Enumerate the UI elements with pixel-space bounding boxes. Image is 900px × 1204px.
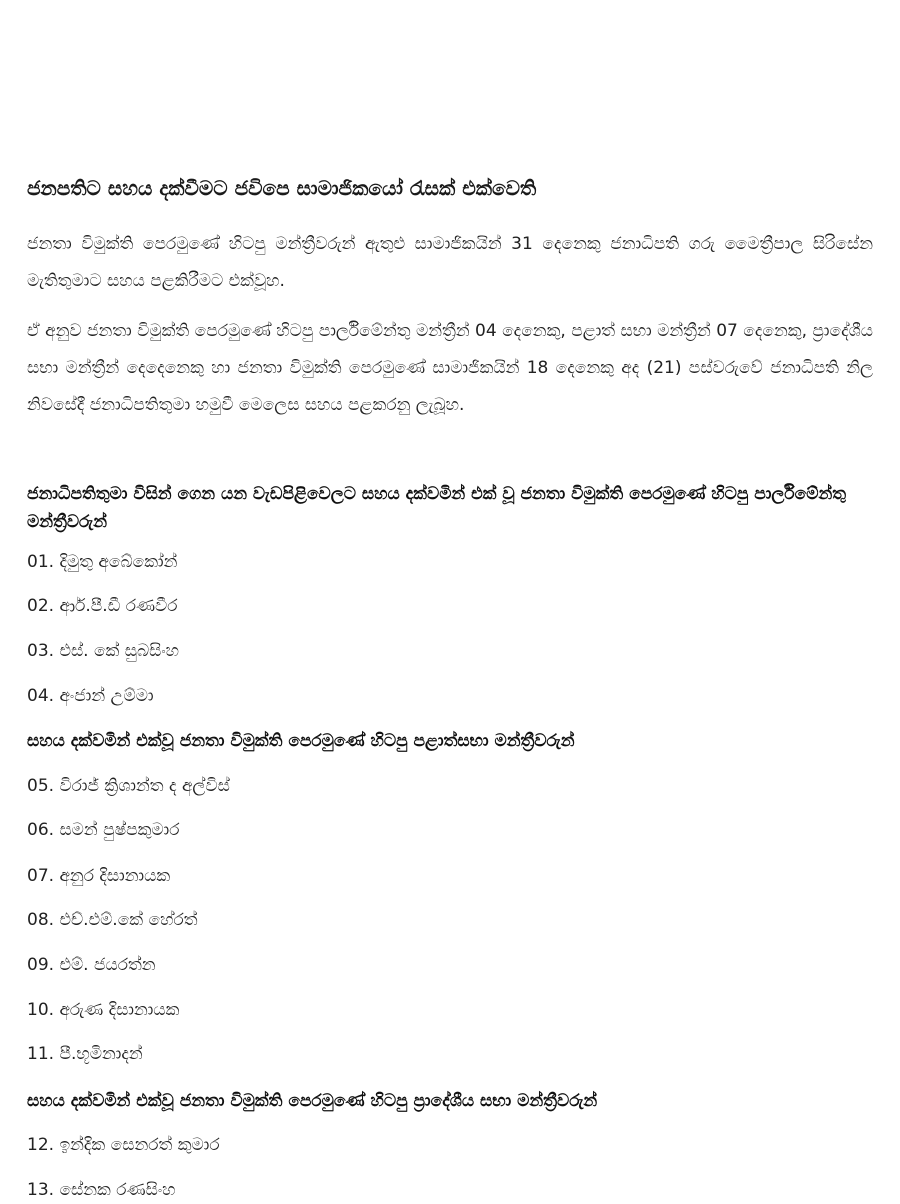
list-item: 03. එස්. කේ සුබසිංහ <box>27 641 180 661</box>
list-item: 07. අනුර දිසානායක <box>27 866 171 886</box>
detail-paragraph: ඒ අනුව ජනතා විමුක්ති පෙරමුණේ හිටපු පාර්ලිමේන්තු මන්ත්‍රීන් 04 දෙනෙකු, පළාත් සභා මන්ත්‍රීන් 07 දෙනෙකු, ප්‍රාදේශීය සභා මන්ත්‍රීන් දෙදෙනෙකු හා ජනතා විමුක්ති පෙරමුණේ සාමාජිකයින් 18 දෙනෙකු අද (21) පස්වරුවේ ජනාධිපති නිල නිවසේදී ජනාධිපතිතුමා හමුවී මෙලෙස සහය පළකරනු ලැබූහ. <box>27 321 873 415</box>
list-item: 11. පී.භූමිනාදන් <box>27 1044 143 1064</box>
list-item: 13. සේනක රණසිංහ <box>27 1180 176 1200</box>
list-item: 01. දිමුතු අබේකෝන් <box>27 552 178 572</box>
list-item: 09. එම්. ජයරත්න <box>27 955 156 975</box>
list-item: 12. ඉන්දික සෙනරත් කුමාර <box>27 1135 220 1155</box>
intro-paragraph: ජනතා විමුක්ති පෙරමුණේ හිටපු මන්ත්‍රීවරුන් ඇතුළු සාමාජිකයින් 31 දෙනෙකු ජනාධිපති ගරු මෛත්‍රීපාල සිරිසේන මැතිතුමාට සහය පළකිරීමට එක්වූහ. <box>27 234 873 291</box>
section-heading-provincial-council-members: සහය දක්වමින් එක්වූ ජනතා විමුක්ති පෙරමුණේ හිටපු පළාත්සභා මන්ත්‍රීවරුන් <box>27 731 575 751</box>
list-item: 10. අරුණ දිසානායක <box>27 1000 180 1020</box>
article-title: ජනපතිට සහය දක්වීමට ජවිපෙ සාමාජිකයෝ රැසක් එක්වෙති <box>27 176 537 200</box>
list-item: 05. විරාජ් ක්‍රිශාන්ත ද අල්විස් <box>27 776 230 796</box>
section-heading-pradeshiya-sabha-members: සහය දක්වමින් එක්වූ ජනතා විමුක්ති පෙරමුණේ හිටපු ප්‍රාදේශීය සභා මන්ත්‍රීවරුන් <box>27 1091 598 1111</box>
list-item: 04. අංජාන් උම්මා <box>27 686 154 706</box>
list-item: 02. ආර්.පී.ඩී රණවීර <box>27 596 178 616</box>
list-item: 06. සමන් පුෂ්පකුමාර <box>27 820 180 840</box>
list-item: 08. එච්.එම්.කේ හේරත් <box>27 910 198 930</box>
section-heading-parliament-members: ජනාධිපතිතුමා විසින් ගෙන යන වැඩපිළිවෙලට සහය දක්වමින් එක් වූ ජනතා විමුක්ති පෙරමුණේ හිටපු පාර්ලිමේන්තු මන්ත්‍රීවරුන් <box>27 484 847 532</box>
